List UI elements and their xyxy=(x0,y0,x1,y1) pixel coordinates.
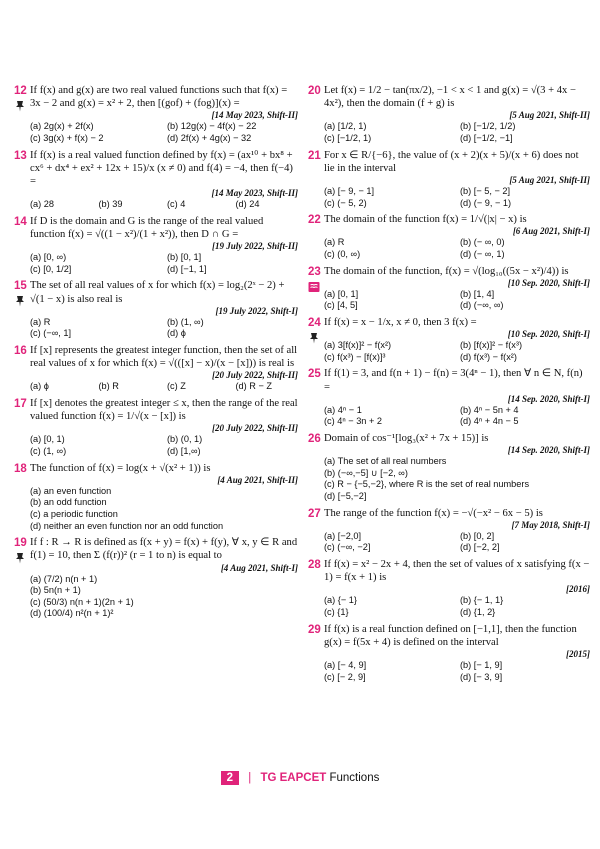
answer-option: (b) (−∞,−5] ∪ [−2, ∞) xyxy=(324,467,408,478)
answer-option: (a) R xyxy=(324,237,345,248)
answer-option: (d) [−1, 1] xyxy=(167,263,207,274)
answer-option: (b) {− 1, 1} xyxy=(460,595,504,606)
answer-option: (a) an even function xyxy=(30,485,112,496)
answer-option: (a) {− 1} xyxy=(324,595,357,606)
question-text: The domain of the function, f(x) = √(log₁₀((5x − x²)/4)) is xyxy=(324,265,569,277)
question-number: 22 xyxy=(308,214,321,227)
options-list xyxy=(30,252,298,275)
question-text: If f(x) is a real function defined on [−1,1], then the function g(x) = f(5x + 4) is defined on the interval xyxy=(324,623,577,648)
exam-source: [2016] xyxy=(566,584,590,595)
footer-separator: | xyxy=(248,772,252,784)
answer-option: (d) ϕ xyxy=(167,328,186,339)
answer-option: (c) (50/3) n(n + 1)(2n + 1) xyxy=(30,596,134,607)
options-list xyxy=(30,574,298,620)
answer-option: (d) (− ∞, 1) xyxy=(460,248,505,259)
exam-source: [2015] xyxy=(566,648,590,659)
options-list xyxy=(30,121,298,144)
answer-option: (d) [−5,−2] xyxy=(324,490,367,501)
question-item xyxy=(14,279,298,340)
answer-option: (d) (−∞, ∞) xyxy=(460,300,504,311)
exam-source: [4 Aug 2021, Shift-II] xyxy=(217,474,298,485)
question-number: 23 xyxy=(308,265,321,278)
options-list xyxy=(30,486,298,532)
exam-source: [19 July 2022, Shift-II] xyxy=(211,241,298,252)
question-item xyxy=(308,507,590,554)
answer-option: (a) (7/2) n(n + 1) xyxy=(30,573,98,584)
question-text: Domain of cos⁻¹[log₃(x² + 7x + 15)] is xyxy=(324,432,489,444)
exam-source: [5 Aug 2021, Shift-II] xyxy=(509,110,590,121)
question-number: 21 xyxy=(308,149,321,162)
exam-source: [5 Aug 2021, Shift-II] xyxy=(509,175,590,185)
pin-icon xyxy=(14,551,26,563)
question-item xyxy=(14,149,298,211)
options-list xyxy=(324,186,590,209)
answer-option: (a) [0, 1] xyxy=(324,288,359,299)
answer-option: (b) 5n(n + 1) xyxy=(30,585,81,596)
question-item xyxy=(308,84,590,145)
answer-option: (c) [−1/2, 1) xyxy=(324,133,372,143)
question-number: 12 xyxy=(14,85,27,97)
answer-option: (b) (− ∞, 0) xyxy=(460,237,505,248)
options-list xyxy=(324,531,590,554)
answer-option: (c) (−∞, 1] xyxy=(30,328,72,339)
answer-option: (d) (− 9, − 1) xyxy=(460,197,512,208)
options-list xyxy=(324,289,590,312)
question-item xyxy=(308,367,590,428)
options-list xyxy=(30,381,298,393)
answer-option: (c) a periodic function xyxy=(30,508,118,519)
answer-option: (a) [0, 1) xyxy=(30,434,65,445)
question-item xyxy=(308,558,590,619)
answer-option: (b) (1, ∞) xyxy=(167,316,204,327)
exam-source: [10 Sep. 2020, Shift-I] xyxy=(507,329,590,340)
question-text: If f(x) = x − 1/x, x ≠ 0, then 3 f(x) = xyxy=(324,316,477,328)
right-column xyxy=(308,84,590,687)
answer-option: (d) (100/4) n²(n + 1)² xyxy=(30,608,114,619)
question-text: If f(x) and g(x) are two real valued functions such that f(x) = 3x − 2 and g(x) = x² + 2, then [(gof) + (fog)](x) = xyxy=(30,85,288,110)
question-number: 17 xyxy=(14,397,27,410)
answer-option: (a) 3[f(x)]² − f(x²) xyxy=(324,340,392,351)
question-number: 13 xyxy=(14,149,27,162)
question-text: If f : R → R is defined as f(x + y) = f(x) + f(y), ∀ x, y ∈ R and f(1) = 10, then Σ (f(r))² (r = 1 to n) is equal to xyxy=(30,537,298,562)
answer-option: (c) R − {−5,−2}, where R is the set of real numbers xyxy=(324,479,530,490)
question-item xyxy=(308,149,590,210)
answer-option: (b) [− 5, − 2] xyxy=(460,186,511,196)
pin-icon xyxy=(14,294,26,306)
question-number: 27 xyxy=(308,507,321,520)
exam-source: [20 July 2022, Shift-II] xyxy=(211,370,298,381)
question-number: 15 xyxy=(14,280,27,293)
exam-source: [20 July 2022, Shift-II] xyxy=(211,423,298,434)
answer-option: (b) [− 1, 9] xyxy=(460,659,503,670)
exam-source: [14 May 2023, Shift-II] xyxy=(211,188,298,199)
question-number: 19 xyxy=(14,537,27,550)
question-number: 28 xyxy=(308,558,321,571)
page-number: 2 xyxy=(221,771,239,785)
answer-option: (c) (0, ∞) xyxy=(324,248,361,259)
answer-option: (d) [−1/2, −1] xyxy=(460,133,513,143)
options-list xyxy=(324,340,590,363)
answer-option: (d) [− 3, 9] xyxy=(460,671,503,682)
answer-option: (b) an odd function xyxy=(30,497,107,508)
answer-option: (d) R − Z xyxy=(235,381,272,392)
answer-option: (a) [−2,0] xyxy=(324,530,362,541)
question-item xyxy=(14,397,298,458)
answer-option: (c) Z xyxy=(167,381,186,392)
question-item xyxy=(14,344,298,393)
question-number: 20 xyxy=(308,85,321,97)
answer-option: (a) ϕ xyxy=(30,381,49,392)
exam-source: [14 May 2023, Shift-II] xyxy=(211,110,298,121)
page-footer xyxy=(0,771,600,785)
answer-option: (b) [0, 1] xyxy=(167,252,202,263)
options-list xyxy=(30,317,298,340)
question-number: 16 xyxy=(14,344,27,357)
answer-option: (a) The set of all real numbers xyxy=(324,456,447,467)
options-list xyxy=(324,237,590,260)
options-list xyxy=(324,660,590,683)
pin-icon xyxy=(308,331,320,343)
answer-option: (b) 12g(x) − 4f(x) − 22 xyxy=(167,121,257,132)
answer-option: (a) 2g(x) + 2f(x) xyxy=(30,121,94,132)
exam-source: [14 Sep. 2020, Shift-I] xyxy=(507,445,590,456)
answer-option: (c) 3g(x) + f(x) − 2 xyxy=(30,133,104,143)
options-list xyxy=(324,121,590,144)
answer-option: (b) [0, 2] xyxy=(460,530,495,541)
question-text: The range of the function f(x) = −√(−x² − 6x − 5) is xyxy=(324,507,543,519)
question-number: 25 xyxy=(308,368,321,381)
question-item xyxy=(308,316,590,363)
exam-source: [10 Sep. 2020, Shift-I] xyxy=(507,277,590,288)
question-text: If f(x) = x² − 2x + 4, then the set of values of x satisfying f(x − 1) = f(x + 1) is xyxy=(324,558,590,584)
question-text: If [x] denotes the greatest integer ≤ x, then the range of the real valued function f(x) = 1/√(x − [x]) is xyxy=(30,397,298,423)
answer-option: (d) f(x³) − f(x²) xyxy=(460,351,517,362)
answer-option: (c) 4 xyxy=(167,199,186,210)
question-item xyxy=(308,213,590,260)
answer-option: (d) [−2, 2] xyxy=(460,542,500,553)
answer-option: (a) [1/2, 1) xyxy=(324,121,367,132)
question-text: The function of f(x) = log(x + √(x² + 1)) is xyxy=(30,462,211,474)
options-list xyxy=(30,434,298,457)
exam-source: [14 Sep. 2020, Shift-I] xyxy=(507,393,590,404)
question-item xyxy=(14,215,298,276)
question-text: The set of all real values of x for which f(x) = log₂(2ˣ − 2) + √(1 − x) is also real is xyxy=(30,280,285,305)
question-text: Let f(x) = 1/2 − tan(πx/2), −1 < x < 1 and g(x) = √(3 + 4x − 4x²), then the domain (f + g) is xyxy=(324,85,576,110)
answer-option: (b) [f(x)]² − f(x³) xyxy=(460,340,523,351)
answer-option: (b) (0, 1) xyxy=(167,434,203,445)
answer-option: (c) (− 5, 2) xyxy=(324,197,367,208)
question-number: 18 xyxy=(14,462,27,475)
question-number: 24 xyxy=(308,316,321,329)
answer-option: (d) 2f(x) + 4g(x) − 32 xyxy=(167,133,252,143)
answer-option: (d) {1, 2} xyxy=(460,606,496,617)
pin-icon xyxy=(14,99,26,111)
answer-option: (d) [1,∞) xyxy=(167,445,201,456)
exam-source: [4 Aug 2021, Shift-I] xyxy=(220,562,298,573)
answer-option: (c) [4, 5] xyxy=(324,300,358,311)
options-list xyxy=(30,199,298,211)
answer-option: (c) f(x³) − [f(x)]³ xyxy=(324,351,386,362)
question-item xyxy=(308,432,590,503)
question-text: If D is the domain and G is the range of the real valued function f(x) = √((1 − x²)/(1 + x²)), then D ∩ G = xyxy=(30,215,264,240)
question-text: If f(1) = 3, and f(n + 1) − f(n) = 3(4ⁿ − 1), then ∀ n ∈ N, f(n) = xyxy=(324,368,583,393)
answer-option: (d) neither an even function nor an odd function xyxy=(30,520,224,531)
question-item xyxy=(308,623,590,684)
answer-option: (c) [− 2, 9] xyxy=(324,671,366,682)
answer-option: (b) [−1/2, 1/2) xyxy=(460,121,516,132)
question-number: 29 xyxy=(308,623,321,636)
question-item xyxy=(308,265,590,312)
answer-option: (d) 4ⁿ + 4n − 5 xyxy=(460,416,519,427)
options-list xyxy=(324,456,590,502)
question-text: If f(x) is a real valued function defined by f(x) = (ax¹⁰ + bx⁸ + cx⁶ + dx⁴ + ex² + 12x + 15)/x (x ≠ 0) and f(4) = −4, then f(−4) = xyxy=(30,149,293,187)
exam-source: [19 July 2022, Shift-I] xyxy=(215,305,298,316)
answer-option: (a) 28 xyxy=(30,199,55,210)
question-text: If [x] represents the greatest integer function, then the set of all real values of x for which f(x) = √(([x] − x)/(x − [x])) is real is xyxy=(30,344,298,370)
question-number: 26 xyxy=(308,432,321,445)
left-column xyxy=(14,84,298,624)
answer-option: (a) [− 4, 9] xyxy=(324,659,367,670)
question-text: The domain of the function f(x) = 1/√(|x| − x) is xyxy=(324,214,527,226)
answer-option: (b) R xyxy=(98,381,119,392)
question-item xyxy=(14,536,298,620)
question-number: 14 xyxy=(14,215,27,228)
book-icon xyxy=(308,280,320,292)
answer-option: (a) 4ⁿ − 1 xyxy=(324,404,362,415)
answer-option: (d) 24 xyxy=(235,199,260,210)
answer-option: (b) 4ⁿ − 5n + 4 xyxy=(460,404,519,415)
answer-option: (c) (−∞, −2] xyxy=(324,542,371,553)
answer-option: (a) [− 9, − 1] xyxy=(324,186,375,196)
exam-source: [6 Aug 2021, Shift-I] xyxy=(512,226,590,237)
answer-option: (b) [1, 4] xyxy=(460,288,495,299)
footer-brand: TG EAPCET xyxy=(260,772,327,784)
footer-topic: Functions xyxy=(329,772,380,784)
question-item xyxy=(14,84,298,145)
answer-option: (c) (1, ∞) xyxy=(30,445,67,456)
answer-option: (a) [0, ∞) xyxy=(30,252,67,263)
answer-option: (c) {1} xyxy=(324,606,349,617)
answer-option: (b) 39 xyxy=(98,199,123,210)
answer-option: (c) [0, 1/2] xyxy=(30,263,72,274)
options-list xyxy=(324,405,590,428)
question-text: For x ∈ R/{−6}, the value of (x + 2)(x + 5)/(x + 6) does not lie in the interval xyxy=(324,149,579,174)
answer-option: (a) R xyxy=(30,316,51,327)
question-item xyxy=(14,462,298,533)
options-list xyxy=(324,595,590,618)
answer-option: (c) 4ⁿ − 3n + 2 xyxy=(324,416,382,427)
exam-source: [7 May 2018, Shift-I] xyxy=(511,519,590,530)
